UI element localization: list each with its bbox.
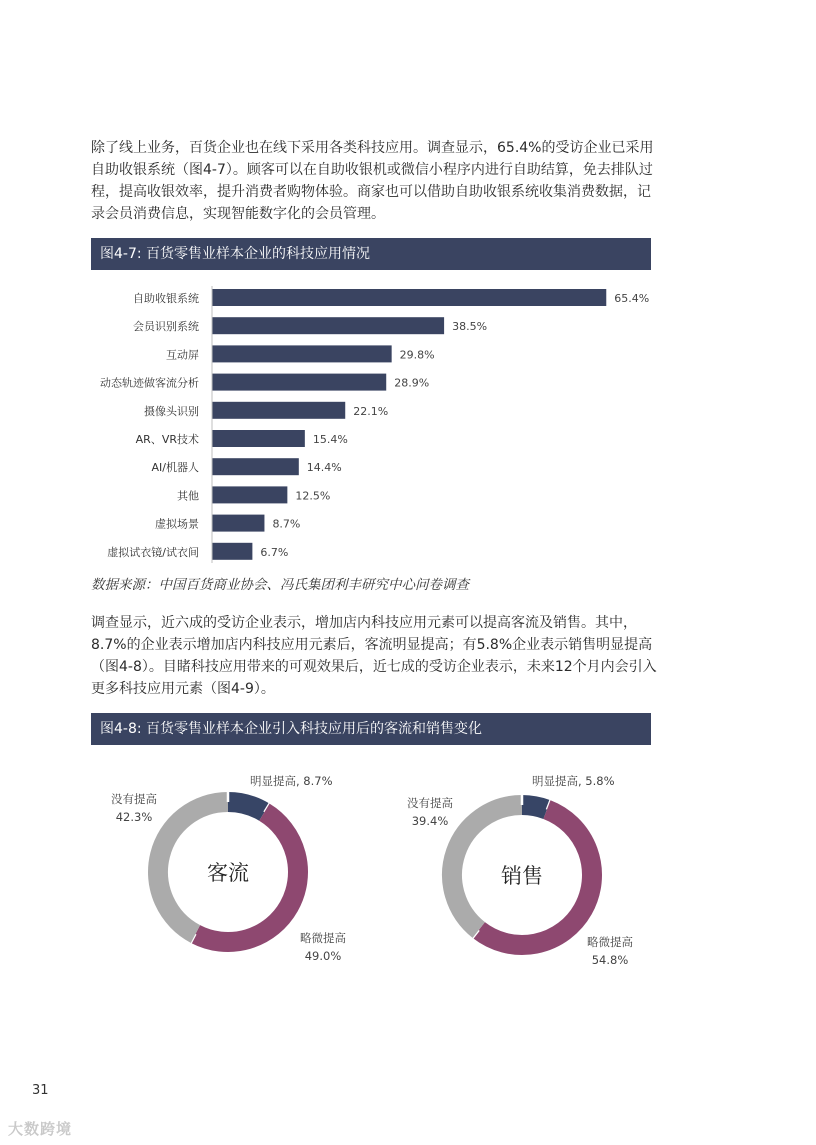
donut-value-none: 42.3%: [115, 810, 153, 824]
data-source-note: 数据来源：中国百货商业协会、冯氏集团利丰研究中心问卷调查: [91, 577, 469, 593]
bar: [212, 345, 392, 362]
donut-chart-sales: [390, 760, 690, 980]
bar: [212, 486, 287, 503]
donut-slice: [228, 802, 264, 812]
donut-label-significant: 明显提高, 5.8%: [532, 774, 615, 788]
intro-paragraph: 除了线上业务，百货企业也在线下采用各类科技应用。调查显示，65.4%的受访企业已采用自助收银系统（图4-7）。顾客可以在自助收银机或微信小程序内进行自助结算，免去排队过程，提高收银效率，提升消费者购物体验。商家也可以借助自助收银系统收集消费数据，记录会员消费信息，实现智能数字化的会员管理。: [91, 140, 654, 222]
bar-category-label: 其他: [177, 489, 199, 503]
bar-category-label: AR、VR技术: [135, 433, 199, 446]
donut-label-none: 没有提高: [111, 792, 157, 806]
bar: [212, 430, 305, 447]
page-number: 31: [32, 1083, 49, 1098]
bar: [212, 289, 606, 306]
bar-value-label: 22.1%: [353, 404, 389, 418]
bar-category-label: AI/机器人: [151, 461, 199, 475]
figure-4-8-title: 图4-8: 百货零售业样本企业引入科技应用后的客流和销售变化: [91, 713, 651, 745]
bar: [212, 458, 299, 475]
bar-category-label: 虚拟试衣镜/试衣间: [107, 545, 199, 559]
bar-value-label: 65.4%: [614, 292, 650, 305]
bar: [212, 402, 345, 419]
bar-value-label: 6.7%: [260, 545, 289, 559]
bar-category-label: 互动屏: [166, 348, 199, 362]
bar-category-label: 自助收银系统: [133, 292, 199, 305]
bar: [212, 374, 386, 391]
bar: [212, 515, 264, 532]
donut-slice: [522, 805, 547, 810]
analysis-paragraph: 调查显示，近六成的受访企业表示，增加店内科技应用元素可以提高客流及销售。其中，8.7%的企业表示增加店内科技应用元素后，客流明显提高；有5.8%企业表示销售明显提高（图4-8）。目睹科技应用带来的可观效果后，近七成的受访企业表示，未来12个月内会引入更多科技应用元素（图4-9）。: [91, 615, 657, 697]
bar-category-label: 虚拟场景: [155, 517, 199, 531]
watermark-text: 大数跨境: [8, 1120, 73, 1138]
bar-category-label: 动态轨迹做客流分析: [100, 376, 199, 390]
donut-label-significant: 明显提高, 8.7%: [250, 774, 333, 788]
bar-value-label: 29.8%: [399, 348, 435, 362]
bar-value-label: 8.7%: [272, 517, 301, 531]
donut-label-slight: 略微提高: [587, 935, 633, 949]
donut-chart-traffic: [90, 760, 390, 980]
donut-center-label: 客流: [207, 861, 249, 885]
donut-value-none: 39.4%: [411, 814, 449, 828]
donut-label-slight: 略微提高: [300, 931, 346, 945]
figure-4-7-title: 图4-7: 百货零售业样本企业的科技应用情况: [91, 238, 651, 270]
donut-value-slight: 49.0%: [304, 949, 342, 963]
bar-category-label: 摄像头识别: [144, 404, 199, 418]
bar-value-label: 12.5%: [295, 489, 331, 503]
donut-label-none: 没有提高: [407, 796, 453, 810]
bar-value-label: 14.4%: [306, 461, 342, 475]
donut-center-label: 销售: [501, 864, 543, 888]
donut-value-slight: 54.8%: [591, 953, 629, 967]
bar-chart: [0, 280, 816, 570]
bar-value-label: 38.5%: [452, 320, 488, 334]
bar: [212, 543, 252, 560]
bar: [212, 317, 444, 334]
bar-category-label: 会员识别系统: [133, 320, 199, 334]
bar-value-label: 15.4%: [312, 433, 348, 446]
bar-value-label: 28.9%: [394, 376, 430, 390]
